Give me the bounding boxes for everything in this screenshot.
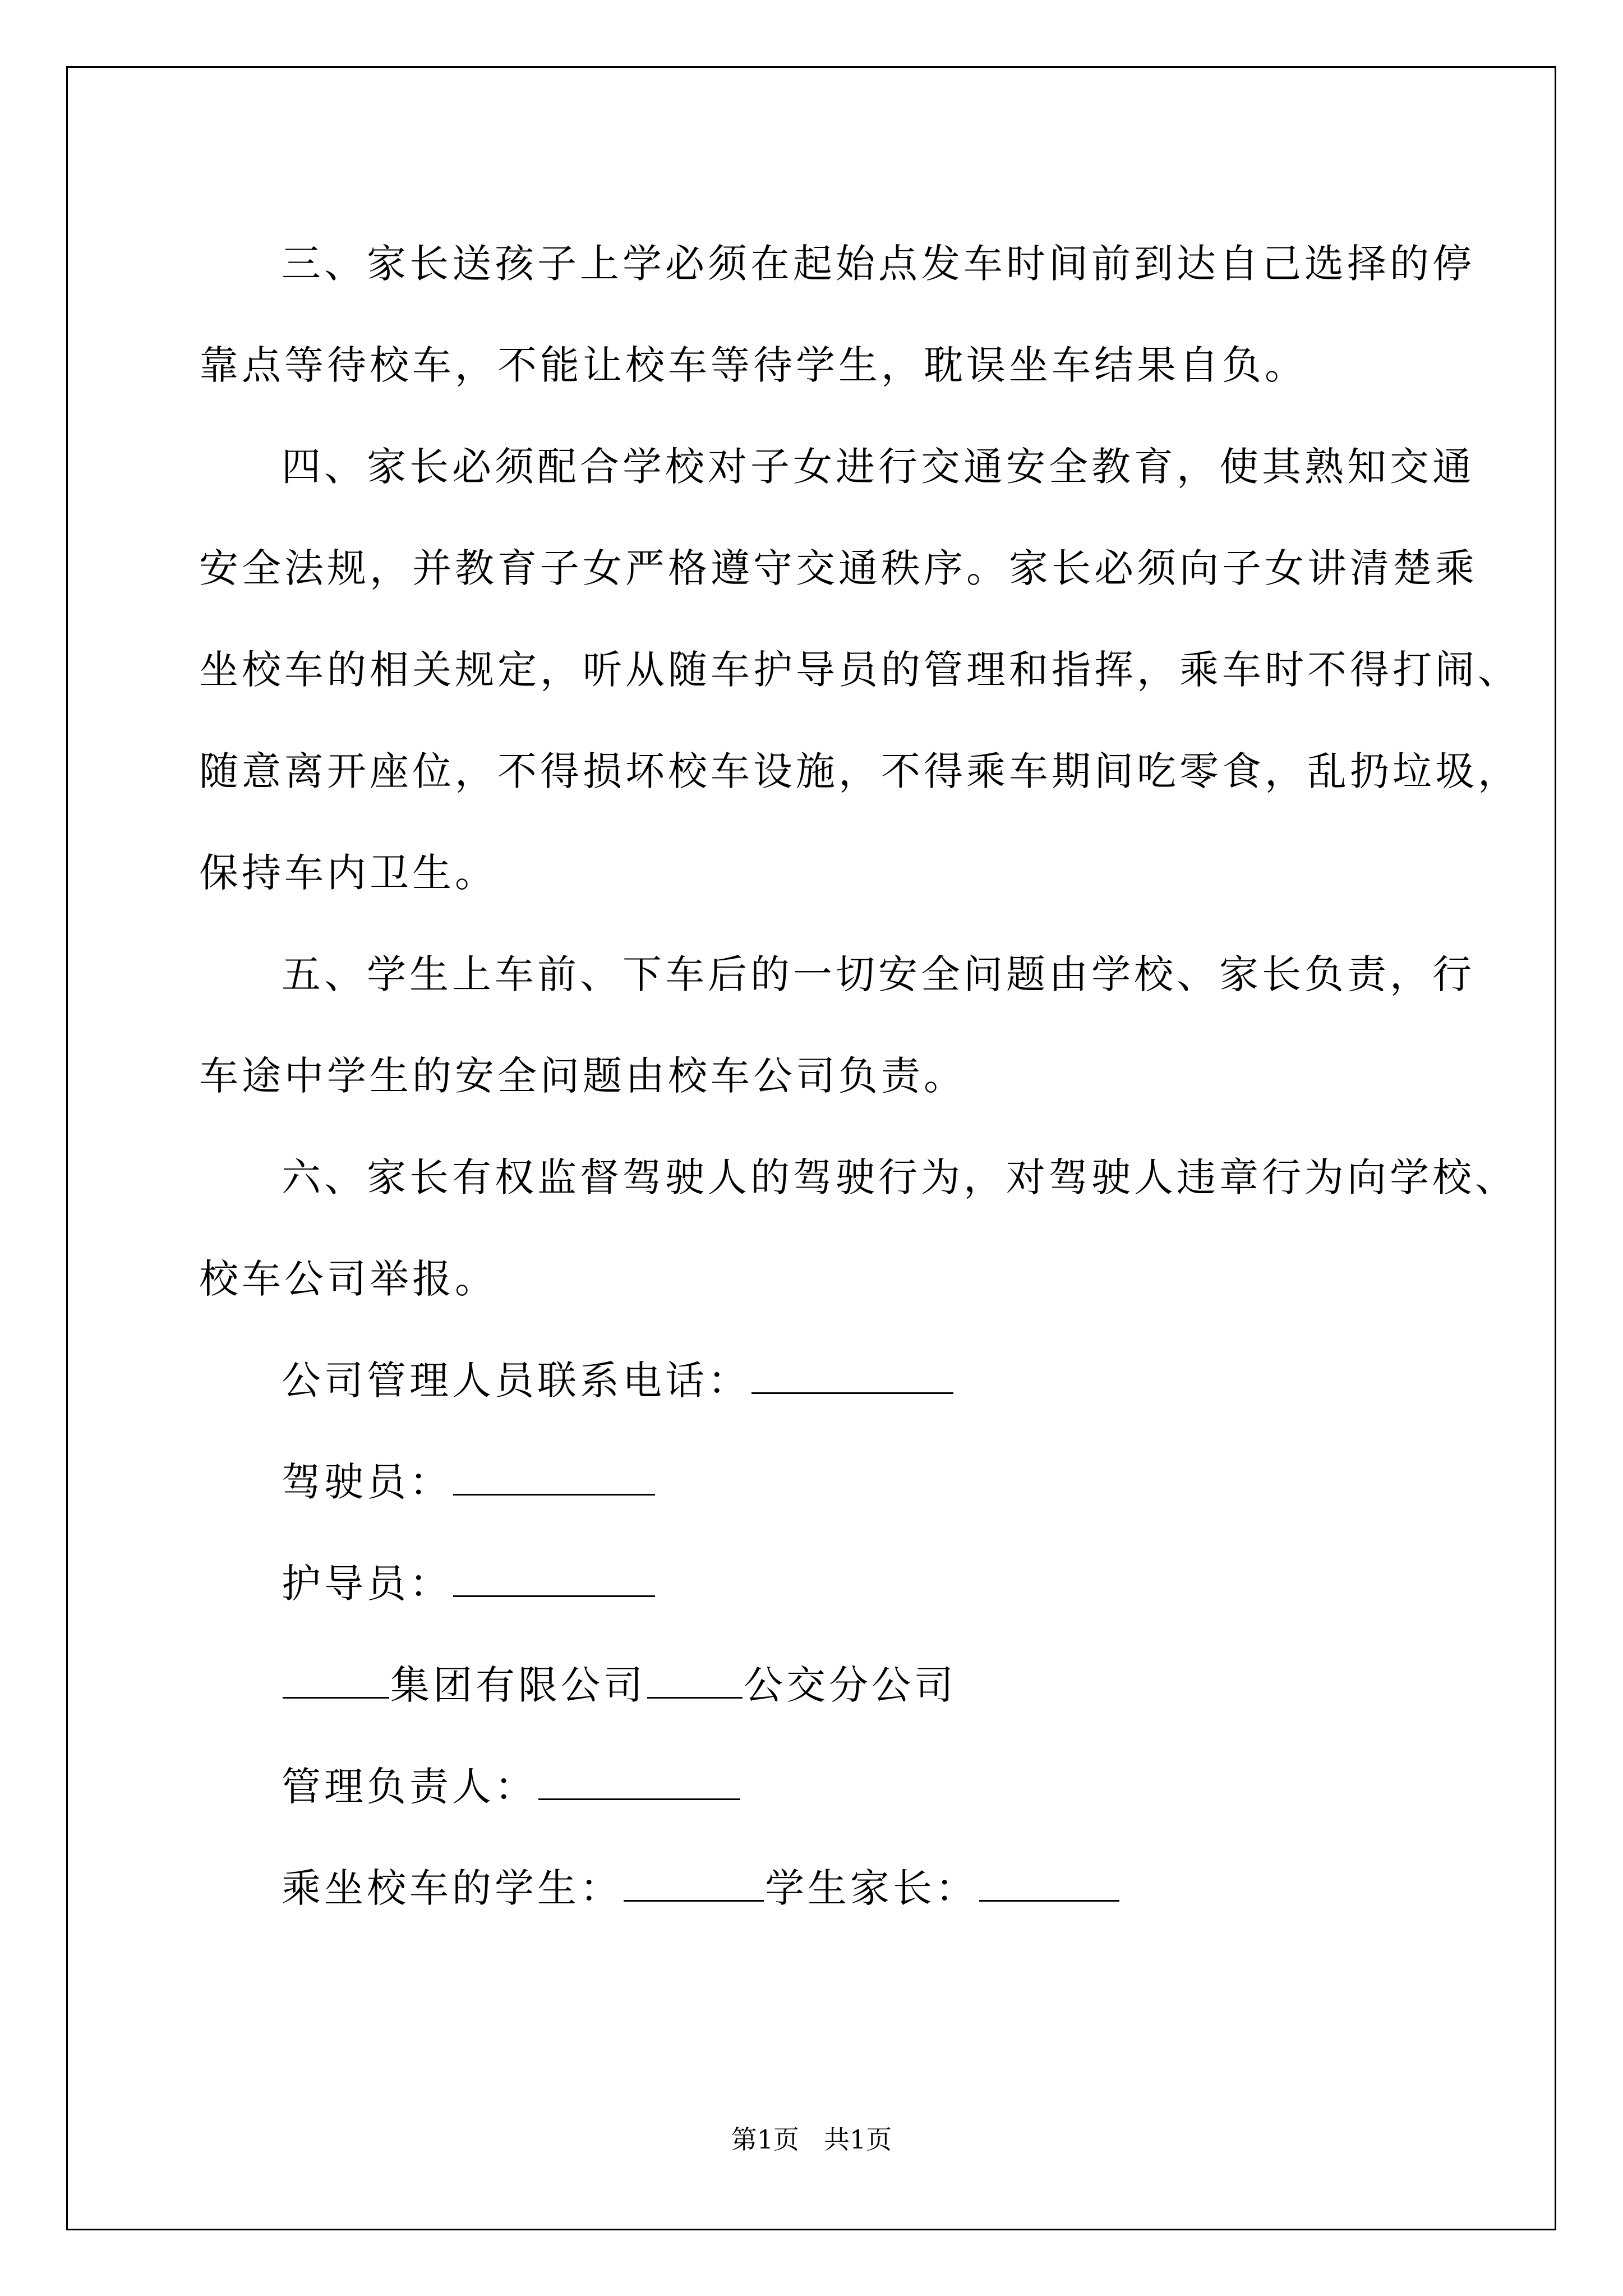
company-name-field <box>199 1635 1472 1736</box>
paragraph-line: 保持车内卫生。 <box>199 850 497 896</box>
paragraph-line: 坐校车的相关规定，听从随车护导员的管理和指挥，乘车时不得打闹、 <box>199 647 1520 693</box>
guide-field <box>199 1533 1472 1635</box>
driver-field <box>199 1432 1472 1533</box>
parent-label: 学生家长： <box>765 1865 978 1911</box>
paragraph-line: 车途中学生的安全问题由校车公司负责。 <box>199 1053 966 1099</box>
company-phone-blank[interactable] <box>751 1358 953 1394</box>
paragraph-line: 三、家长送孩子上学必须在起始点发车时间前到达自己选择的停 <box>282 241 1475 287</box>
manager-field <box>199 1736 1472 1838</box>
paragraph-line: 四、家长必须配合学校对子女进行交通安全教育，使其熟知交通 <box>282 444 1475 490</box>
manager-label: 管理负责人： <box>282 1764 537 1810</box>
guide-label: 护导员： <box>282 1561 452 1607</box>
paragraph-4 <box>199 416 1520 924</box>
company-phone-field <box>199 1330 1472 1432</box>
student-parent-field <box>199 1838 1472 1939</box>
signature-fields <box>199 1330 1472 1939</box>
paragraph-3 <box>199 213 1475 416</box>
page-current: 第1页 <box>731 2124 799 2155</box>
page-total: 共1页 <box>824 2124 892 2155</box>
paragraph-6 <box>199 1127 1518 1330</box>
page-footer <box>0 2119 1623 2156</box>
group-name-blank[interactable] <box>283 1662 389 1699</box>
manager-blank[interactable] <box>538 1764 740 1800</box>
paragraph-line: 随意离开座位，不得损坏校车设施，不得乘车期间吃零食，乱扔垃圾， <box>199 748 1520 794</box>
paragraph-line: 五、学生上车前、下车后的一切安全问题由学校、家长负责，行 <box>282 951 1475 997</box>
driver-label: 驾驶员： <box>282 1459 452 1505</box>
branch-name-blank[interactable] <box>647 1662 743 1699</box>
parent-blank[interactable] <box>979 1865 1119 1902</box>
paragraph-line: 六、家长有权监督驾驶人的驾驶行为，对驾驶人违章行为向学校、 <box>282 1154 1518 1200</box>
paragraph-5 <box>199 924 1475 1127</box>
bus-branch-suffix: 公交分公司 <box>744 1662 957 1708</box>
driver-blank[interactable] <box>453 1459 655 1496</box>
guide-blank[interactable] <box>453 1561 655 1597</box>
paragraph-line: 校车公司举报。 <box>199 1256 497 1302</box>
document-body <box>199 213 1520 1939</box>
student-blank[interactable] <box>624 1865 764 1902</box>
paragraph-line: 靠点等待校车，不能让校车等待学生，耽误坐车结果自负。 <box>199 342 1307 388</box>
paragraph-line: 安全法规，并教育子女严格遵守交通秩序。家长必须向子女讲清楚乘 <box>199 545 1478 591</box>
group-suffix: 集团有限公司 <box>390 1662 646 1708</box>
student-label: 乘坐校车的学生： <box>282 1865 623 1911</box>
company-phone-label: 公司管理人员联系电话： <box>282 1358 750 1404</box>
